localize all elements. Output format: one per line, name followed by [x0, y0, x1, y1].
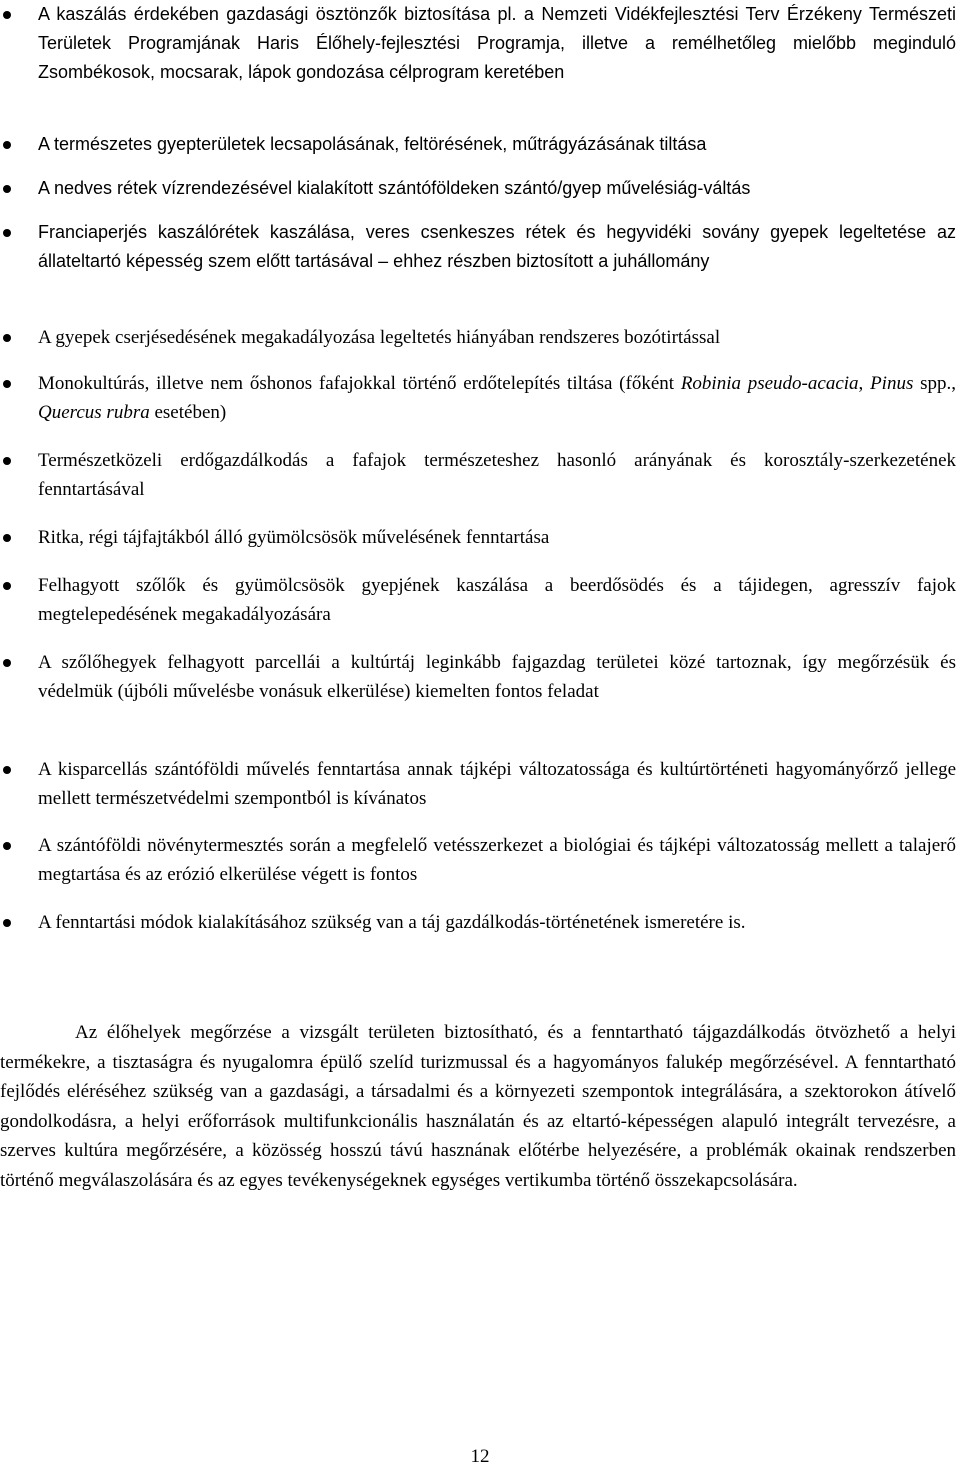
list-item: [0, 523, 960, 552]
list-item: [0, 218, 960, 276]
page-number: 12: [470, 1446, 490, 1467]
list-item-text: Felhagyott szőlők és gyümölcsösök gyepjének kaszálása a beerdősödés és a tájidegen, agresszív fajok megtelepedésének megakadályozására: [38, 575, 956, 625]
list-item-text: A kaszálás érdekében gazdasági ösztönzők biztosítása pl. a Nemzeti Vidékfejlesztési Terv Érzékeny Természeti Területek Programjának Haris Élőhely-fejlesztési Programja, illetve a remélhetőleg mielőbb meginduló Zsombékosok, mocsarak, lápok gondozása célprogram keretében: [38, 4, 956, 82]
species-name: Robinia pseudo-acacia: [680, 373, 859, 394]
species-name: Pinus: [870, 373, 914, 394]
list-item: [0, 369, 960, 427]
body-paragraph: Az élőhelyek megőrzése a vizsgált területen biztosítható, és a fenntartható tájgazdálkodás ötvözhető a helyi termékekre, a tisztaságra és nyugalomra épülő szelíd turizmussal és a hagyományos falukép megőrzésével. A fenntartható fejlődés eléréséhez szükség van a gazdasági, a társadalmi és a környezeti szempontok integrálására, a szektorokon átívelő gondolkodásra, a helyi erőforrások multifunkcionális használatán és az eltartó-képességen alapuló integrált tervezésre, a szerves kultúra megőrzésére, a közösség hosszú távú hasznának előtérbe helyezésére, a problémák okainak rendszerben történő megválaszolására és az egyes tevékenységeknek egységes vertikumba történő összekapcsolására.: [0, 1022, 956, 1191]
list-item: [0, 755, 960, 813]
list-item: [0, 446, 960, 504]
list-item-text: A szántóföldi növénytermesztés során a megfelelő vetésszerkezet a biológiai és tájképi változatosság mellett a talajerő megtartása és az erózió elkerülése végett is fontos: [38, 835, 956, 885]
list-item-text: A szőlőhegyek felhagyott parcellái a kultúrtáj leginkább fajgazdag területei közé tartoznak, így megőrzésük és védelmük (újbóli művelésbe vonásuk elkerülése) kiemelten fontos feladat: [38, 652, 956, 702]
list-item-text: A nedves rétek vízrendezésével kialakított szántóföldeken szántó/gyep művelésiág-váltás: [38, 178, 751, 198]
list-item-text: A kisparcellás szántóföldi művelés fenntartása annak tájképi változatossága és kultúrtörténeti hagyományőrző jellege mellett természetvédelmi szempontból is kívánatos: [38, 759, 956, 809]
list-item-text: Ritka, régi tájfajtákból álló gyümölcsösök művelésének fenntartása: [38, 527, 550, 548]
list-item-text: A természetes gyepterületek lecsapolásának, feltörésének, műtrágyázásának tiltása: [38, 134, 707, 154]
list-item-text: Természetközeli erdőgazdálkodás a fafajok természeteshez hasonló arányának és korosztály-szerkezetének fenntartásával: [38, 450, 956, 500]
list-item: [0, 130, 960, 159]
list-item: [0, 831, 960, 889]
list-item: [0, 323, 960, 352]
list-item: [0, 174, 960, 203]
list-item: [0, 648, 960, 706]
list-item: [0, 908, 960, 937]
list-item: [0, 0, 960, 87]
list-item-text: A gyepek cserjésedésének megakadályozása legeltetés hiányában rendszeres bozótirtással: [38, 327, 721, 348]
list-item-text: spp.,: [913, 373, 956, 394]
list-item-text: ,: [858, 373, 871, 394]
list-item-text: Franciaperjés kaszálórétek kaszálása, veres csenkeszes rétek és hegyvidéki sovány gyepek legeltetése az állateltartó képesség szem előtt tartásával – ehhez részben biztosított a juhállomány: [38, 222, 956, 271]
list-item-text: Monokultúrás, illetve nem őshonos fafajokkal történő erdőtelepítés tiltása (főként: [38, 373, 681, 394]
species-name: Quercus rubra: [38, 402, 150, 423]
list-item-text: esetében): [149, 402, 227, 423]
list-item-text: A fenntartási módok kialakításához szükség van a táj gazdálkodás-történetének ismeretére is.: [38, 912, 746, 933]
list-item: [0, 571, 960, 629]
